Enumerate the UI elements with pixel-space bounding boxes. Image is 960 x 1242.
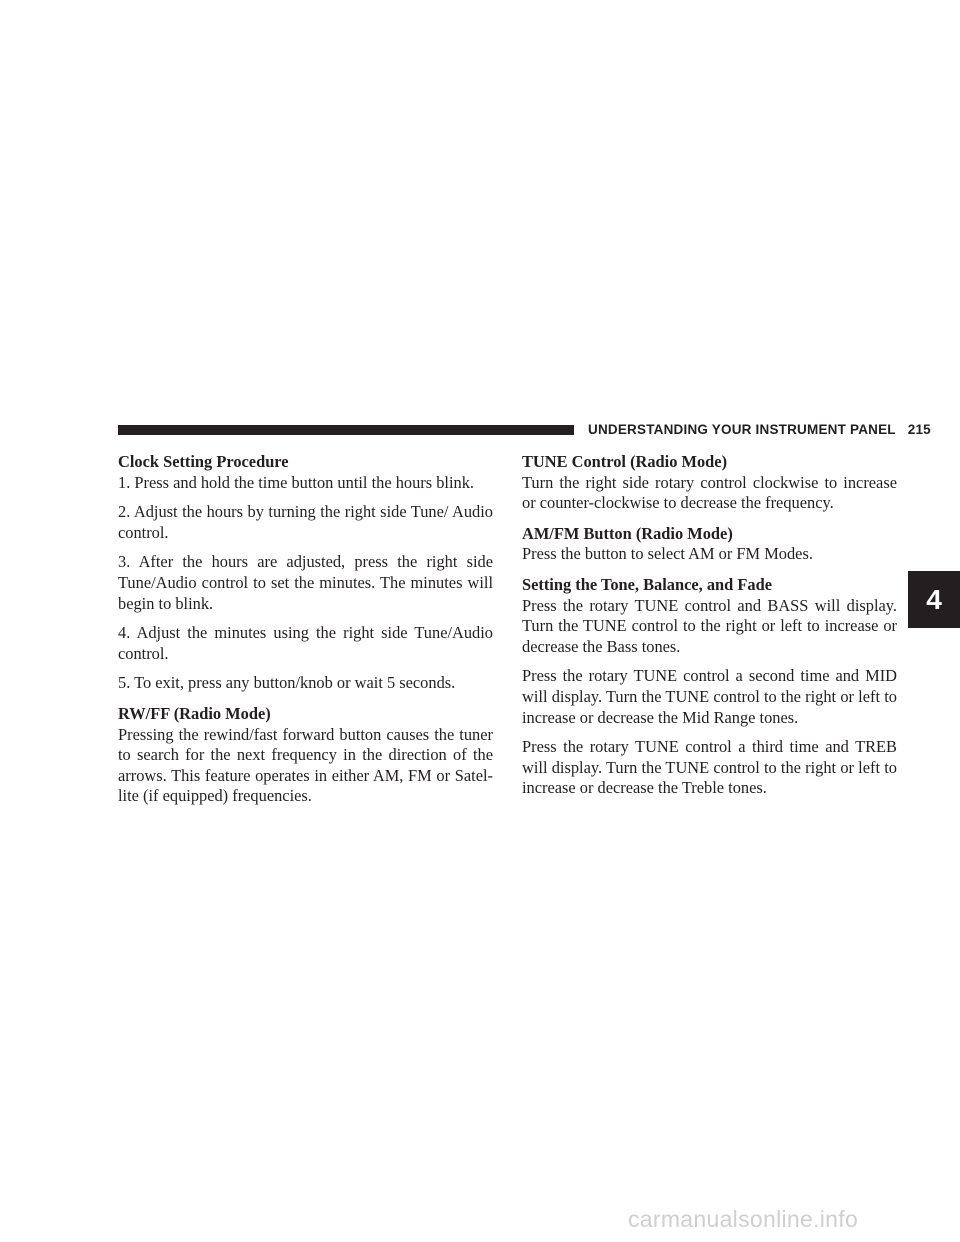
amfm-heading: AM/FM Button (Radio Mode): [522, 523, 733, 543]
rwff-heading: RW/FF (Radio Mode): [118, 703, 271, 723]
rwff-body: Pressing the rewind/fast forward button causes the tuner to search for the next frequency in the direction of the arrows. This feature operates in either AM, FM or Satel- lite (if equipped) frequencies.: [118, 724, 493, 806]
clock-step-5: 5. To exit, press any button/knob or wait 5 seconds.: [118, 673, 456, 693]
clock-step-2: 2. Adjust the hours by turning the right side Tune/ Audio control.: [118, 502, 493, 542]
left-column: [118, 452, 493, 807]
clock-step-1: 1. Press and hold the time button until the hours blink.: [118, 472, 475, 492]
tone-body-treble: Press the rotary TUNE control a third time and TREB will display. Turn the TUNE control to the right or left to increase or decrease the Treble tones.: [522, 737, 897, 798]
clock-step-3: 3. After the hours are adjusted, press the right side Tune/Audio control to set the minutes. The minutes will begin to blink.: [118, 552, 493, 613]
clock-step-4: 4. Adjust the minutes using the right side Tune/Audio control.: [118, 623, 493, 663]
clock-setting-heading: Clock Setting Procedure: [118, 452, 289, 471]
tone-body-bass: Press the rotary TUNE control and BASS will display. Turn the TUNE control to the right or left to increase or decrease the Bass tones.: [522, 595, 897, 656]
section-title: UNDERSTANDING YOUR INSTRUMENT PANEL: [588, 422, 896, 437]
tone-heading: Setting the Tone, Balance, and Fade: [522, 574, 772, 594]
tune-control-body: Turn the right side rotary control clockwise to increase or counter-clockwise to decrease the frequency.: [522, 472, 897, 513]
running-header: [588, 421, 931, 439]
header-rule: [118, 425, 574, 435]
watermark-url: carmanualsonline.info: [628, 1206, 859, 1232]
right-column: [522, 452, 897, 799]
page-number: 215: [907, 422, 931, 437]
tone-body-mid: Press the rotary TUNE control a second time and MID will display. Turn the TUNE control to the right or left to increase or decrease the Mid Range tones.: [522, 666, 897, 727]
chapter-tab: 4: [908, 571, 960, 628]
amfm-body: Press the button to select AM or FM Modes.: [522, 544, 813, 564]
tune-control-heading: TUNE Control (Radio Mode): [522, 452, 728, 471]
